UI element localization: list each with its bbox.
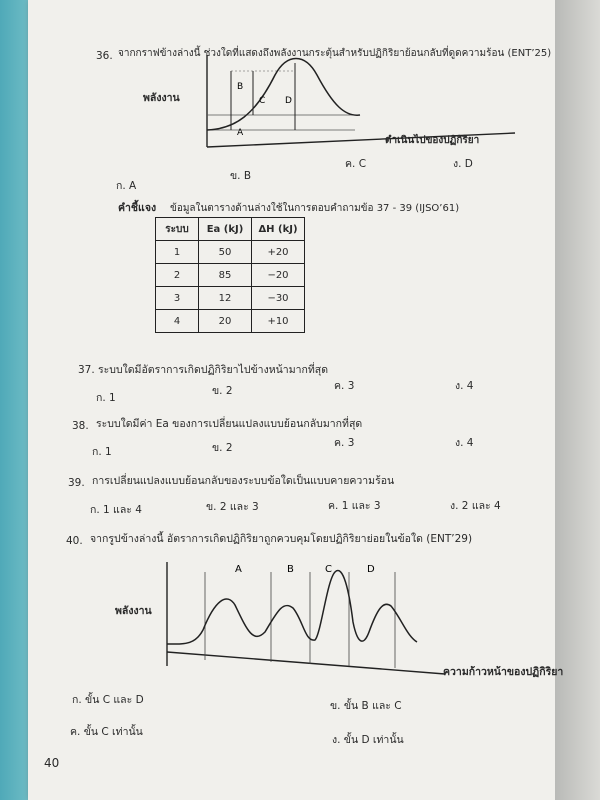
q40-x-label: ความก้าวหน้าของปฏิกิริยา: [443, 666, 564, 678]
step-label-c: C: [325, 564, 332, 575]
q36-choice-d: ง. D: [453, 158, 473, 170]
q38-text: ระบบใดมีค่า Ea ของการเปลี่ยนแปลงแบบย้อนกลับมากที่สุด: [96, 418, 363, 430]
q36-x-label: ดำเนินไปของปฏิกิริยา: [385, 135, 480, 146]
instruction-text: ข้อมูลในตารางด้านล่างใช้ในการตอบคำถามข้อ 37 - 39 (IJSO’61): [170, 203, 460, 214]
q38-choice-b: ข. 2: [212, 442, 233, 454]
q40-choice-d: ง. ขั้น D เท่านั้น: [332, 734, 404, 746]
q40-choice-a: ก. ขั้น C และ D: [72, 694, 144, 706]
q39-choice-c: ค. 1 และ 3: [328, 500, 381, 512]
q40-number: 40.: [66, 535, 83, 547]
table-cell: −20: [252, 264, 305, 287]
q40-text: จากรูปข้างล่างนี้ อัตราการเกิดปฏิกิริยาถูกควบคุมโดยปฏิกิริยาย่อยในข้อใด (ENT’29): [90, 533, 473, 545]
table-cell: 1: [156, 241, 199, 264]
table-cell: 85: [199, 264, 252, 287]
reaction-table: [155, 217, 305, 333]
table-cell: −30: [252, 287, 305, 310]
segment-label-d: D: [285, 96, 292, 106]
q37-number: 37.: [78, 364, 95, 376]
q40-choice-c: ค. ขั้น C เท่านั้น: [70, 726, 143, 738]
q39-choice-a: ก. 1 และ 4: [90, 504, 142, 516]
q36-text: จากกราฟข้างล่างนี้ ช่วงใดที่แสดงถึงพลังงานกระตุ้นสำหรับปฏิกิริยาย้อนกลับที่ดูดความร้อน (ENT’25): [118, 48, 552, 59]
q40-choice-b: ข. ขั้น B และ C: [330, 700, 402, 712]
segment-label-b: B: [237, 82, 244, 92]
step-label-b: B: [287, 564, 294, 575]
page-number: 40: [44, 756, 60, 770]
q37-choice-d: ง. 4: [455, 380, 474, 392]
segment-label-c: C: [259, 96, 266, 106]
table-cell: 4: [156, 310, 199, 333]
table-cell: 50: [199, 241, 252, 264]
q39-number: 39.: [68, 477, 85, 489]
q38-number: 38.: [72, 420, 89, 432]
q39-choice-b: ข. 2 และ 3: [206, 501, 259, 513]
q37-text: ระบบใดมีอัตราการเกิดปฏิกิริยาไปข้างหน้ามากที่สุด: [98, 364, 329, 376]
next-page-edge: [555, 0, 600, 800]
table-row: [156, 287, 305, 310]
table-cell: 2: [156, 264, 199, 287]
table-cell: 12: [199, 287, 252, 310]
q37-choice-a: ก. 1: [96, 392, 116, 404]
table-header: ระบบ: [156, 218, 199, 241]
table-cell: 3: [156, 287, 199, 310]
q40-energy-graph: [155, 560, 445, 680]
table-header: Ea (kJ): [199, 218, 252, 241]
q40-y-label: พลังงาน: [115, 605, 152, 617]
q38-choice-c: ค. 3: [334, 437, 355, 449]
q37-choice-c: ค. 3: [334, 380, 355, 392]
table-cell: 20: [199, 310, 252, 333]
table-row: [156, 310, 305, 333]
table-cell: +20: [252, 241, 305, 264]
q37-choice-b: ข. 2: [212, 385, 233, 397]
table-header-row: [156, 218, 305, 241]
step-label-a: A: [235, 564, 242, 575]
q38-choice-a: ก. 1: [92, 446, 112, 458]
table-row: [156, 264, 305, 287]
step-label-d: D: [367, 564, 375, 575]
q39-text: การเปลี่ยนแปลงแบบย้อนกลับของระบบข้อใดเป็นแบบคายความร้อน: [92, 475, 395, 487]
q39-choice-d: ง. 2 และ 4: [450, 500, 501, 512]
q36-number: 36.: [96, 50, 113, 62]
q36-choice-b: ข. B: [230, 170, 252, 182]
table-cell: +10: [252, 310, 305, 333]
table-row: [156, 241, 305, 264]
segment-label-a: A: [237, 128, 244, 138]
instruction-title: คำชี้แจง: [118, 202, 157, 214]
q36-y-label: พลังงาน: [143, 92, 180, 104]
q38-choice-d: ง. 4: [455, 437, 474, 449]
q36-choice-a: ก. A: [116, 180, 137, 192]
table-header: ΔH (kJ): [252, 218, 305, 241]
q36-choice-c: ค. C: [345, 158, 367, 170]
